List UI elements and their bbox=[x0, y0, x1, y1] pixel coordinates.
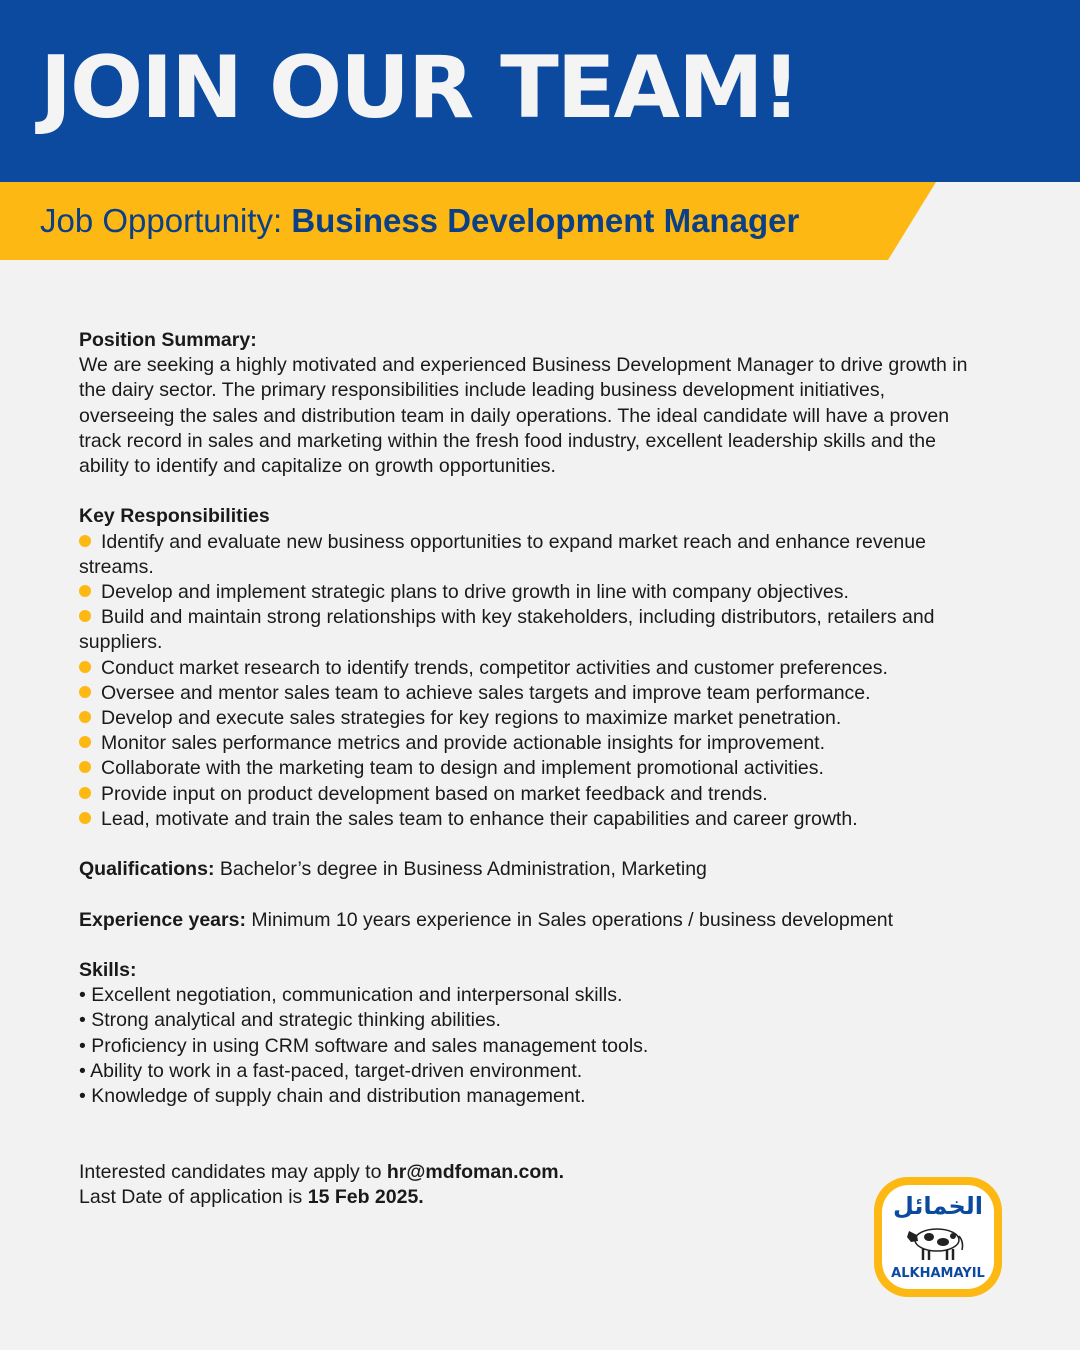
bullet-icon bbox=[79, 686, 91, 698]
experience-value: Minimum 10 years experience in Sales operations / business development bbox=[251, 908, 894, 931]
list-item: • Proficiency in using CRM software and sales management tools. bbox=[79, 1034, 649, 1057]
bullet-icon bbox=[79, 787, 91, 799]
bullet-icon bbox=[79, 585, 91, 597]
skills-heading: Skills: bbox=[79, 959, 137, 982]
list-item: Conduct market research to identify trends, competitor activities and customer preferences. bbox=[79, 656, 979, 681]
summary-text: We are seeking a highly motivated and experienced Business Development Manager to drive growth in the dairy sector. The primary responsibilities include leading business development initiatives, overseeing the sales and distribution team in daily operations. The ideal candidate will have a proven track record in sales and marketing within the fresh food industry, excellent leadership skills and the ability to identify and capitalize on growth opportunities. bbox=[79, 354, 968, 478]
bullet-icon bbox=[79, 661, 91, 673]
list-item: Monitor sales performance metrics and provide actionable insights for improvement. bbox=[79, 731, 979, 756]
skills-list bbox=[79, 983, 979, 1109]
logo-arabic-name: الخمائل bbox=[892, 1192, 984, 1220]
list-item: • Excellent negotiation, communication and interpersonal skills. bbox=[79, 984, 623, 1007]
job-description bbox=[79, 328, 979, 1210]
list-item: Build and maintain strong relationships with key stakeholders, including distributors, retailers and suppliers. bbox=[79, 606, 935, 654]
qualifications-label: Qualifications: bbox=[79, 858, 215, 881]
logo-latin-name: ALKHAMAYIL bbox=[891, 1266, 985, 1281]
experience bbox=[79, 908, 979, 933]
deadline-line: Last Date of application is 15 Feb 2025. bbox=[79, 1185, 424, 1208]
job-title-role: Business Development Manager bbox=[291, 202, 800, 239]
experience-label: Experience years: bbox=[79, 908, 246, 931]
qualifications bbox=[79, 857, 979, 882]
list-item: • Strong analytical and strategic thinking abilities. bbox=[79, 1009, 501, 1032]
responsibilities-list bbox=[79, 530, 979, 832]
bullet-icon bbox=[79, 736, 91, 748]
list-item: Develop and execute sales strategies for key regions to maximize market penetration. bbox=[79, 706, 979, 731]
list-item: Oversee and mentor sales team to achieve sales targets and improve team performance. bbox=[79, 681, 979, 706]
responsibilities-heading: Key Responsibilities bbox=[79, 505, 270, 528]
headline: JOIN OUR TEAM! bbox=[40, 38, 799, 138]
list-item: Identify and evaluate new business opportunities to expand market reach and enhance revenue streams. bbox=[79, 530, 926, 578]
bullet-icon bbox=[79, 535, 91, 547]
apply-line: Interested candidates may apply to hr@mdfoman.com. bbox=[79, 1160, 565, 1183]
list-item: • Knowledge of supply chain and distribution management. bbox=[79, 1085, 586, 1108]
list-item: Develop and implement strategic plans to drive growth in line with company objectives. bbox=[79, 580, 979, 605]
job-title bbox=[40, 198, 799, 244]
bullet-icon bbox=[79, 711, 91, 723]
job-title-prefix: Job Opportunity: bbox=[40, 202, 283, 239]
bullet-icon bbox=[79, 610, 91, 622]
apply-email[interactable]: hr@mdfoman.com. bbox=[386, 1160, 565, 1183]
list-item: • Ability to work in a fast-paced, target-driven environment. bbox=[79, 1059, 583, 1082]
deadline-date: 15 Feb 2025. bbox=[307, 1185, 424, 1208]
qualifications-value: Bachelor’s degree in Business Administration, Marketing bbox=[219, 858, 707, 881]
bullet-icon bbox=[79, 812, 91, 824]
list-item: Provide input on product development based on market feedback and trends. bbox=[79, 782, 979, 807]
list-item: Lead, motivate and train the sales team to enhance their capabilities and career growth. bbox=[79, 807, 979, 832]
list-item: Collaborate with the marketing team to design and implement promotional activities. bbox=[79, 756, 979, 781]
bullet-icon bbox=[79, 761, 91, 773]
summary-heading: Position Summary: bbox=[79, 329, 257, 351]
alkhamayil-logo bbox=[871, 1174, 1005, 1300]
